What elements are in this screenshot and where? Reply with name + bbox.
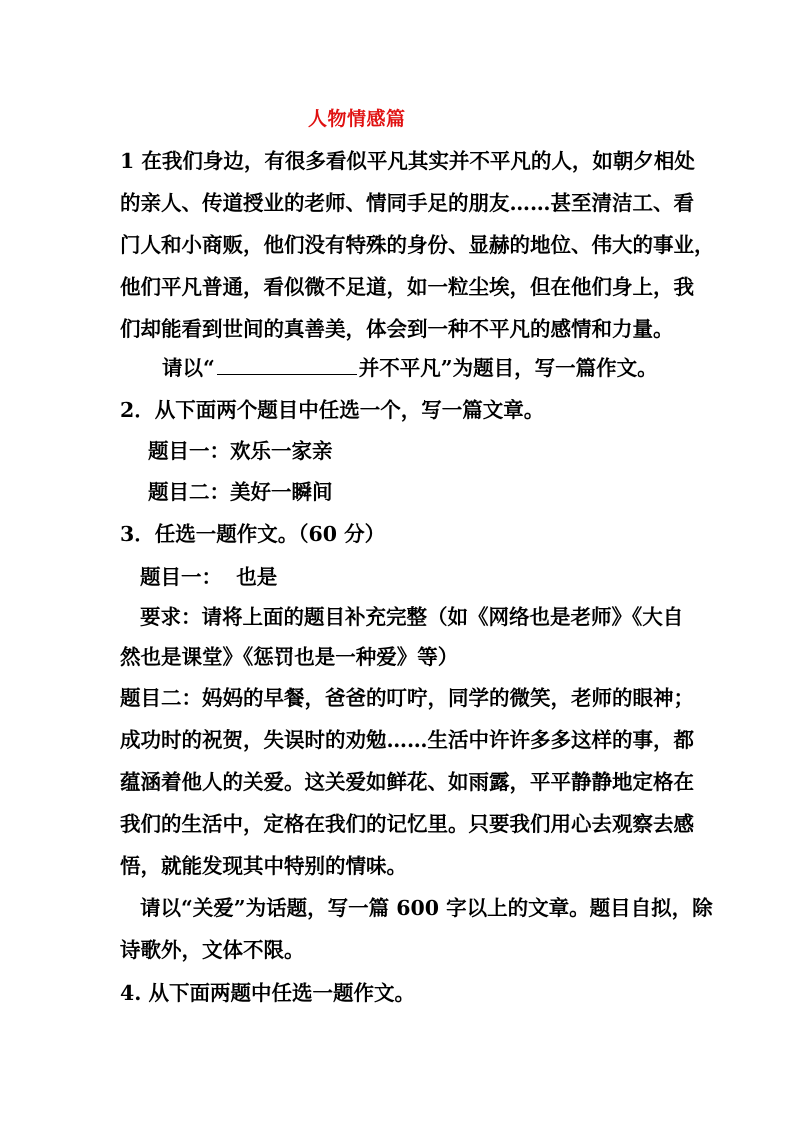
q3-heading: 3．任选一题作文。（60 分） bbox=[120, 522, 386, 546]
q3-requirement-line-1: 要求：请将上面的题目补充完整（如《网络也是老师》《大自 bbox=[140, 605, 684, 629]
q1-line-1: 1 在我们身边，有很多看似平凡其实并不平凡的人，如朝夕相处 bbox=[120, 149, 695, 173]
q1-line-4: 他们平凡普通，看似微不足道，如一粒尘埃，但在他们身上，我 bbox=[120, 275, 694, 299]
q3-instruction-line-1: 请以“关爱”为话题，写一篇 600 字以上的文章。题目自拟，除 bbox=[140, 896, 713, 920]
q3-option-2-line-1: 题目二：妈妈的早餐，爸爸的叮咛，同学的微笑，老师的眼神； bbox=[120, 686, 694, 710]
q2-option-1: 题目一：欢乐一家亲 bbox=[148, 439, 333, 463]
q1-prompt-prefix: 请以“ bbox=[162, 356, 215, 380]
q3-instruction-line-2: 诗歌外，文体不限。 bbox=[120, 938, 305, 962]
q1-line-3: 门人和小商贩，他们没有特殊的身份、显赫的地位、伟大的事业， bbox=[120, 233, 715, 257]
q4-heading: 4. 从下面两题中任选一题作文。 bbox=[120, 981, 416, 1005]
q3-option-1: 题目一： 也是 bbox=[140, 565, 278, 589]
q1-prompt bbox=[162, 356, 658, 380]
q2-heading: 2．从下面两个题目中任选一个，写一篇文章。 bbox=[120, 398, 545, 422]
q1-prompt-suffix: 并不平凡”为题目，写一篇作文。 bbox=[358, 356, 658, 380]
q3-requirement-line-2: 然也是课堂》《惩罚也是一种爱》等） bbox=[120, 645, 459, 669]
q1-line-2: 的亲人、传道授业的老师、情同手足的朋友……甚至清洁工、看 bbox=[120, 191, 694, 215]
fill-in-blank bbox=[217, 356, 357, 375]
q3-option-2-line-2: 成功时的祝贺，失误时的劝勉……生活中许许多多这样的事，都 bbox=[120, 728, 694, 752]
q2-option-2: 题目二：美好一瞬间 bbox=[148, 480, 333, 504]
q3-option-2-line-4: 我们的生活中，定格在我们的记忆里。只要我们用心去观察去感 bbox=[120, 812, 694, 836]
q3-option-2-line-5: 悟，就能发现其中特别的情味。 bbox=[120, 854, 407, 878]
q3-option-2-line-3: 蕴涵着他人的关爱。这关爱如鲜花、如雨露，平平静静地定格在 bbox=[120, 770, 694, 794]
q1-line-5: 们却能看到世间的真善美，体会到一种不平凡的感情和力量。 bbox=[120, 317, 674, 341]
document-title: 人物情感篇 bbox=[308, 108, 406, 130]
